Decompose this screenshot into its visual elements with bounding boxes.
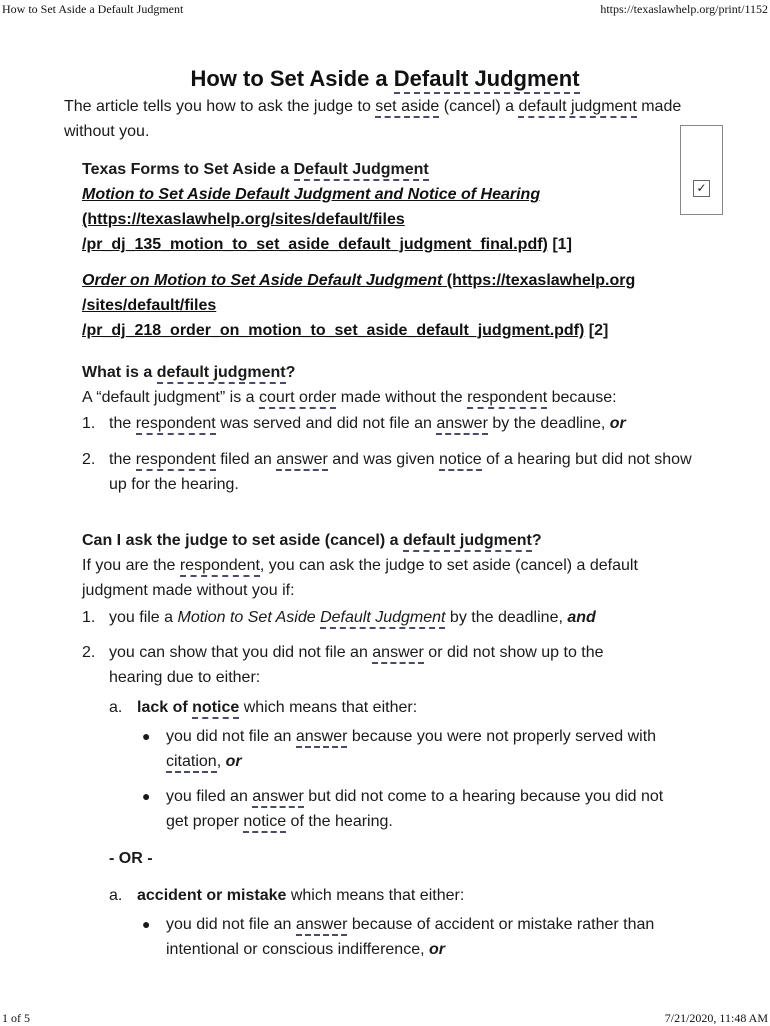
print-footer-page: 1 of 5 bbox=[2, 1011, 30, 1025]
glossary-term[interactable]: default judgment bbox=[518, 98, 636, 118]
body-text: you did not file an bbox=[166, 916, 296, 933]
sub-list-letter: a. bbox=[109, 887, 123, 904]
body-text: because: bbox=[547, 389, 617, 406]
glossary-term[interactable]: default judgment bbox=[157, 364, 286, 384]
bullet-text bbox=[166, 784, 676, 834]
form-link-order[interactable] bbox=[82, 268, 692, 293]
heading-text: ? bbox=[531, 532, 542, 549]
heading-text: Can I ask the judge to set aside (cancel) a bbox=[82, 532, 403, 549]
footnote-ref: [2] bbox=[584, 322, 609, 339]
print-footer-date: 7/21/2020, 11:48 AM bbox=[664, 1011, 768, 1025]
bullet-text bbox=[166, 912, 696, 962]
body-text: you can show that you did not file an bbox=[109, 644, 373, 661]
bullet-icon: ● bbox=[142, 916, 151, 932]
body-text: and was given bbox=[327, 451, 439, 468]
body-paragraph bbox=[82, 553, 682, 603]
emphasis: or bbox=[609, 415, 626, 432]
section-heading bbox=[82, 528, 692, 553]
glossary-term[interactable]: notice bbox=[439, 451, 482, 471]
glossary-term[interactable]: answer bbox=[296, 916, 348, 936]
body-text: by the deadline, bbox=[487, 415, 610, 432]
body-text: because you were not properly served with bbox=[347, 728, 657, 745]
sub-list-text bbox=[137, 695, 697, 720]
checkbox-icon[interactable]: ✓ bbox=[693, 180, 710, 197]
form-link-motion[interactable] bbox=[82, 182, 692, 207]
glossary-term[interactable]: respondent bbox=[136, 451, 216, 471]
bullet-icon: ● bbox=[142, 728, 151, 744]
glossary-term[interactable]: Default Judgment bbox=[320, 609, 445, 629]
link-url[interactable]: (https://texaslawhelp.org/sites/default/files bbox=[82, 211, 405, 228]
link-url-line bbox=[82, 232, 692, 257]
body-text: by the deadline, bbox=[445, 609, 568, 626]
link-url[interactable]: /pr_dj_218_order_on_motion_to_set_aside_default_judgment.pdf) bbox=[82, 322, 585, 339]
glossary-term[interactable]: notice bbox=[243, 813, 286, 833]
footnote-ref: [1] bbox=[547, 236, 572, 253]
sub-list-letter: a. bbox=[109, 699, 123, 716]
heading-text: ? bbox=[285, 364, 296, 381]
body-text: , you can ask the judge to set aside (cancel) a default judgment made without you if: bbox=[82, 557, 638, 599]
link-url[interactable]: /pr_dj_135_motion_to_set_aside_default_judgment_final.pdf) bbox=[82, 236, 548, 253]
forms-section bbox=[82, 157, 692, 343]
emphasis: or bbox=[225, 753, 242, 770]
body-text: the bbox=[109, 451, 136, 468]
body-text: of a hearing but did not show up for the hearing. bbox=[109, 451, 692, 493]
glossary-term[interactable]: answer bbox=[296, 728, 348, 748]
body-text: you filed an bbox=[166, 788, 253, 805]
glossary-term[interactable]: answer bbox=[372, 644, 424, 664]
list-text bbox=[109, 605, 699, 630]
body-text: filed an bbox=[215, 451, 277, 468]
print-header-title: How to Set Aside a Default Judgment bbox=[2, 2, 184, 16]
body-text: or did not show up to the hearing due to either: bbox=[109, 644, 604, 686]
or-separator: - OR - bbox=[109, 850, 153, 867]
body-text: but did not come to a hearing because you did not get proper bbox=[166, 788, 664, 830]
body-text: which means that either: bbox=[239, 699, 418, 716]
body-text: A “default judgment” is a bbox=[82, 389, 259, 406]
intro-paragraph bbox=[64, 94, 684, 144]
page-title bbox=[0, 66, 770, 92]
glossary-term[interactable]: respondent bbox=[467, 389, 547, 409]
list-text bbox=[109, 640, 649, 690]
link-url[interactable]: /sites/default/files bbox=[82, 297, 217, 314]
body-text: was served and did not file an bbox=[215, 415, 437, 432]
intro-text: The article tells you how to ask the judge to bbox=[64, 98, 376, 115]
can-i-section bbox=[82, 528, 692, 603]
list-number: 1. bbox=[82, 415, 96, 432]
link-url-line bbox=[82, 293, 692, 318]
heading-text: Texas Forms to Set Aside a bbox=[82, 161, 294, 178]
bold-text: accident or mistake bbox=[137, 887, 287, 904]
link-url-line bbox=[82, 318, 692, 343]
glossary-term[interactable]: citation bbox=[166, 753, 217, 773]
what-is-section bbox=[82, 360, 692, 410]
link-title[interactable]: Motion to Set Aside Default Judgment and Notice of Hearing bbox=[82, 186, 541, 203]
form-name: Motion to Set Aside bbox=[177, 609, 321, 626]
glossary-term[interactable]: answer bbox=[276, 451, 328, 471]
print-header-url: https://texaslawhelp.org/print/1152 bbox=[600, 2, 768, 16]
body-text: the bbox=[109, 415, 136, 432]
glossary-term[interactable]: default judgment bbox=[403, 532, 532, 552]
body-text: of the hearing. bbox=[286, 813, 393, 830]
list-number: 1. bbox=[82, 609, 96, 626]
body-text: made without the bbox=[336, 389, 468, 406]
bullet-icon: ● bbox=[142, 788, 151, 804]
link-title[interactable]: Order on Motion to Set Aside Default Judgment bbox=[82, 272, 443, 289]
sub-list-text bbox=[137, 883, 697, 908]
body-text: , bbox=[216, 753, 226, 770]
body-text: If you are the bbox=[82, 557, 180, 574]
glossary-term[interactable]: respondent bbox=[180, 557, 260, 577]
body-text: because of accident or mistake rather than intentional or conscious indifference, bbox=[166, 916, 655, 958]
section-heading bbox=[82, 360, 692, 385]
glossary-term[interactable]: answer bbox=[436, 415, 488, 435]
body-text: you did not file an bbox=[166, 728, 296, 745]
list-number: 2. bbox=[82, 644, 96, 661]
body-text: which means that either: bbox=[286, 887, 465, 904]
list-number: 2. bbox=[82, 451, 96, 468]
intro-text: (cancel) a bbox=[439, 98, 519, 115]
glossary-term[interactable]: answer bbox=[252, 788, 304, 808]
link-url-line bbox=[82, 207, 692, 232]
intro-text: made without you. bbox=[64, 98, 682, 140]
title-text: How to Set Aside a bbox=[190, 66, 394, 91]
glossary-term[interactable]: set aside bbox=[375, 98, 439, 118]
list-text bbox=[109, 447, 699, 497]
glossary-term[interactable]: court order bbox=[259, 389, 336, 409]
glossary-term[interactable]: Default Judgment bbox=[294, 161, 429, 181]
glossary-term[interactable]: Default Judgment bbox=[394, 66, 580, 94]
glossary-term[interactable]: respondent bbox=[136, 415, 216, 435]
link-url[interactable]: (https://texaslawhelp.org bbox=[442, 272, 636, 289]
emphasis: and bbox=[567, 609, 596, 626]
definition bbox=[82, 385, 692, 410]
emphasis: or bbox=[428, 941, 445, 958]
bold-text: lack of bbox=[137, 699, 193, 716]
glossary-term[interactable]: notice bbox=[192, 699, 239, 719]
forms-heading bbox=[82, 157, 692, 182]
body-text: you file a bbox=[109, 609, 178, 626]
list-text bbox=[109, 411, 699, 436]
bullet-text bbox=[166, 724, 696, 774]
heading-text: What is a bbox=[82, 364, 157, 381]
